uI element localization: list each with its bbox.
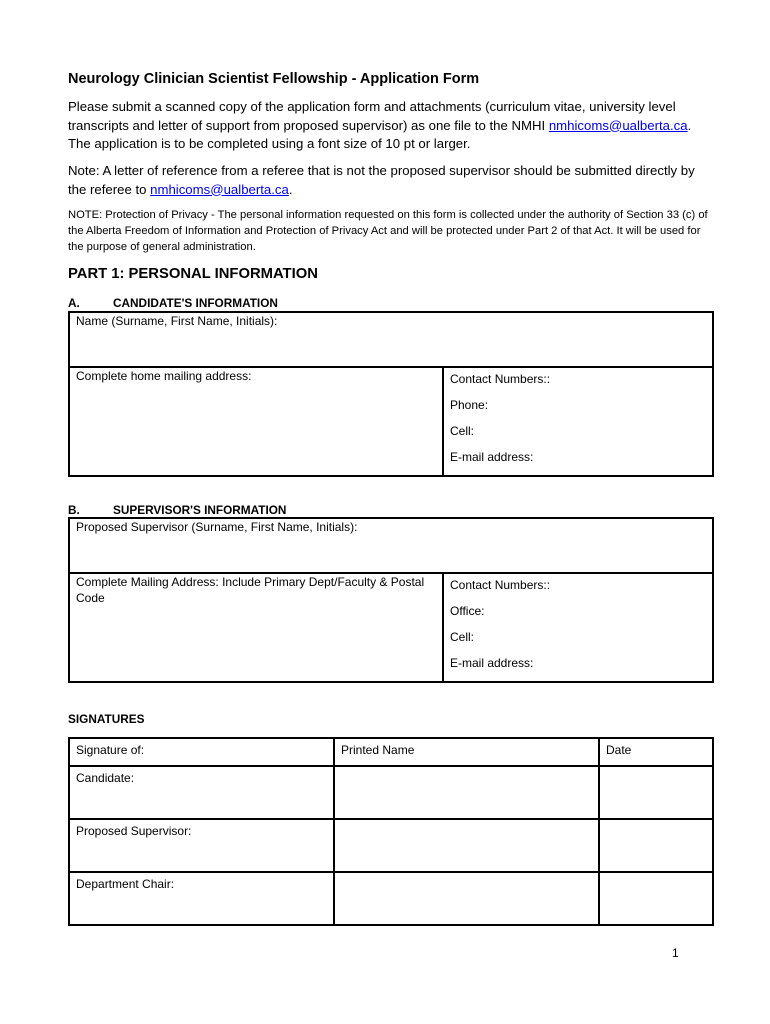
supervisor-name-field[interactable] — [69, 518, 713, 573]
section-b-heading — [68, 503, 286, 517]
contact-office-label: Office: — [450, 604, 485, 618]
row-label: Candidate: — [76, 771, 135, 785]
note-text: Note: A letter of reference from a referee that is not the proposed supervisor should be submitted directly by the referee to — [68, 163, 695, 197]
table-row — [69, 872, 713, 925]
candidate-printed-name-cell[interactable] — [334, 766, 599, 819]
table-row — [69, 766, 713, 819]
supervisor-printed-name-cell[interactable] — [334, 819, 599, 872]
supervisor-signature-cell[interactable] — [69, 819, 334, 872]
section-letter: B. — [68, 503, 80, 517]
candidate-contact-field[interactable] — [443, 367, 713, 476]
contact-cell-label: Cell: — [450, 424, 475, 438]
email-link[interactable]: nmhicoms@ualberta.ca — [150, 181, 289, 197]
email-link[interactable]: nmhicoms@ualberta.ca — [548, 117, 688, 133]
candidate-info-table — [68, 311, 714, 477]
section-title: CANDIDATE'S INFORMATION — [113, 296, 278, 310]
column-header: Date — [599, 738, 713, 766]
candidate-signature-cell[interactable] — [69, 766, 334, 819]
table-row — [69, 819, 713, 872]
note-paragraph — [68, 162, 714, 199]
field-label: Contact Numbers:: — [450, 372, 551, 386]
part1-heading: PART 1: PERSONAL INFORMATION — [68, 266, 318, 282]
field-label: Contact Numbers:: — [450, 578, 551, 592]
field-label: Name (Surname, First Name, Initials): — [76, 314, 278, 328]
section-title: SUPERVISOR'S INFORMATION — [113, 503, 287, 517]
column-header: Printed Name — [334, 738, 599, 766]
intro-paragraph — [68, 98, 714, 154]
row-label: Department Chair: — [76, 877, 175, 891]
candidate-address-field[interactable] — [69, 367, 443, 476]
contact-email-label: E-mail address: — [450, 450, 534, 464]
contact-email-label: E-mail address: — [450, 656, 534, 670]
field-label: Proposed Supervisor (Surname, First Name, Initials): — [76, 520, 358, 534]
intro-text-after: . The application is to be completed using a font size of 10 pt or larger. — [68, 117, 692, 151]
page-title: Neurology Clinician Scientist Fellowship - Application Form — [68, 71, 480, 87]
section-letter: A. — [68, 296, 80, 310]
field-label: Complete home mailing address: — [76, 369, 252, 383]
note-text-after: . — [288, 181, 293, 197]
chair-printed-name-cell[interactable] — [334, 872, 599, 925]
candidate-name-field[interactable] — [69, 312, 713, 367]
column-header: Signature of: — [69, 738, 334, 766]
privacy-note: NOTE: Protection of Privacy - The personal information requested on this form is collected under the authority of Section 33 (c) of the Alberta Freedom of Information and Protection of Privacy Act and will be protected under Part 2 of that Act. It will be used for the purpose of general administration. — [68, 209, 708, 253]
section-a-heading — [68, 296, 278, 310]
supervisor-address-field[interactable] — [69, 573, 443, 682]
signatures-table — [68, 737, 714, 926]
row-label: Proposed Supervisor: — [76, 824, 192, 838]
supervisor-info-table — [68, 517, 714, 683]
contact-cell-label: Cell: — [450, 630, 475, 644]
intro-text: Please submit a scanned copy of the application form and attachments (curriculum vitae, university level transcripts and letter of support from proposed supervisor) as one file to the NMHI — [68, 99, 676, 133]
supervisor-date-cell[interactable] — [599, 819, 713, 872]
signatures-heading: SIGNATURES — [68, 712, 145, 726]
contact-phone-label: Phone: — [450, 398, 489, 412]
page-number: 1 — [672, 946, 679, 960]
chair-signature-cell[interactable] — [69, 872, 334, 925]
field-label: Complete Mailing Address: Include Primary Dept/Faculty & Postal Code — [76, 575, 425, 605]
supervisor-contact-field[interactable] — [443, 573, 713, 682]
candidate-date-cell[interactable] — [599, 766, 713, 819]
chair-date-cell[interactable] — [599, 872, 713, 925]
